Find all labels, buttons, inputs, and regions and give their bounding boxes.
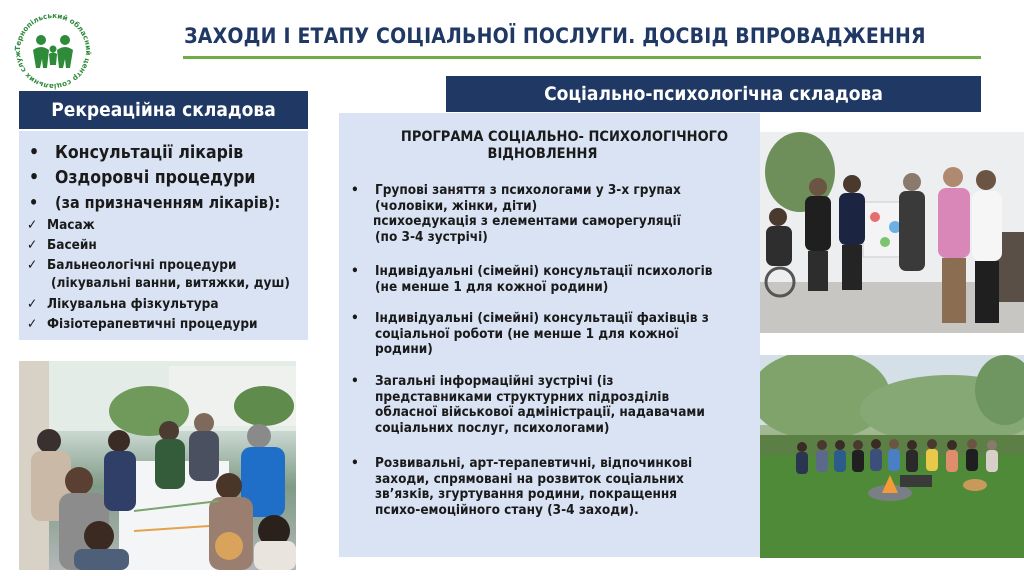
list-item-continuation: (лікувальні ванни, витяжки, душ) <box>51 275 290 291</box>
check-icon: ✓ <box>27 316 38 332</box>
list-item: • Оздоровчі процедури <box>29 168 256 188</box>
list-item: ✓ Фізіотерапевтичні процедури <box>27 316 258 332</box>
program-title: ПРОГРАМА СОЦІАЛЬНО- ПСИХОЛОГІЧНОГО ВІДНОВЛЕННЯ <box>400 129 729 162</box>
organization-logo <box>12 10 94 92</box>
list-item: ✓ Басейн <box>27 237 97 253</box>
outdoor-campfire-photo <box>760 355 1024 558</box>
list-item: • (за призначенням лікарів): <box>29 193 281 212</box>
list-item: • Консультації лікарів <box>29 143 244 163</box>
title-underline <box>183 56 981 59</box>
program-item-social-work-consultations: • Індивідуальні (сімейні) консультації фахівців з соціальної роботи (не менше 1 для кожної родини) <box>351 310 709 357</box>
social-psychological-header: Соціально-психологічна складова <box>446 76 981 112</box>
list-item: ✓ Лікувальна фізкультура <box>27 296 219 312</box>
program-item-psychologist-consultations: • Індивідуальні (сімейні) консультації психологів (не менше 1 для кожної родини) <box>351 263 713 295</box>
recreational-panel <box>19 131 308 340</box>
logo-text: Тернопільський обласний центр соціальних служ <box>12 10 94 92</box>
check-icon: ✓ <box>27 296 38 312</box>
check-icon: ✓ <box>27 217 38 233</box>
group-poster-photo <box>760 132 1024 333</box>
check-icon: ✓ <box>27 257 38 273</box>
program-item-group-sessions: • Групові заняття з психологами у 3-х групах (чоловіки, жінки, діти) психоедукація з елементами саморегуляції (по 3-4 зустрічі) <box>351 182 681 245</box>
program-item-info-meetings: • Загальні інформаційні зустрічі (із представниками структурних підрозділів обласної військової адміністрації, надавачами соціальних послуг, психологами) <box>351 373 705 436</box>
group-art-session-photo <box>19 361 296 570</box>
check-icon: ✓ <box>27 237 38 253</box>
recreational-header: Рекреаційна складова <box>19 91 308 129</box>
program-panel <box>339 113 760 557</box>
page-title: ЗАХОДИ І ЕТАПУ СОЦІАЛЬНОЇ ПОСЛУГИ. ДОСВІД ВПРОВАДЖЕННЯ <box>184 24 926 48</box>
program-item-developmental-activities: • Розвивальні, арт-терапевтичні, відпочинкові заходи, спрямовані на розвиток соціальних зв’язків, згуртування родини, покращення психо-емоційного стану (3-4 заходи). <box>351 455 693 518</box>
list-item: ✓ Бальнеологічні процедури <box>27 257 237 273</box>
list-item: ✓ Масаж <box>27 217 95 233</box>
